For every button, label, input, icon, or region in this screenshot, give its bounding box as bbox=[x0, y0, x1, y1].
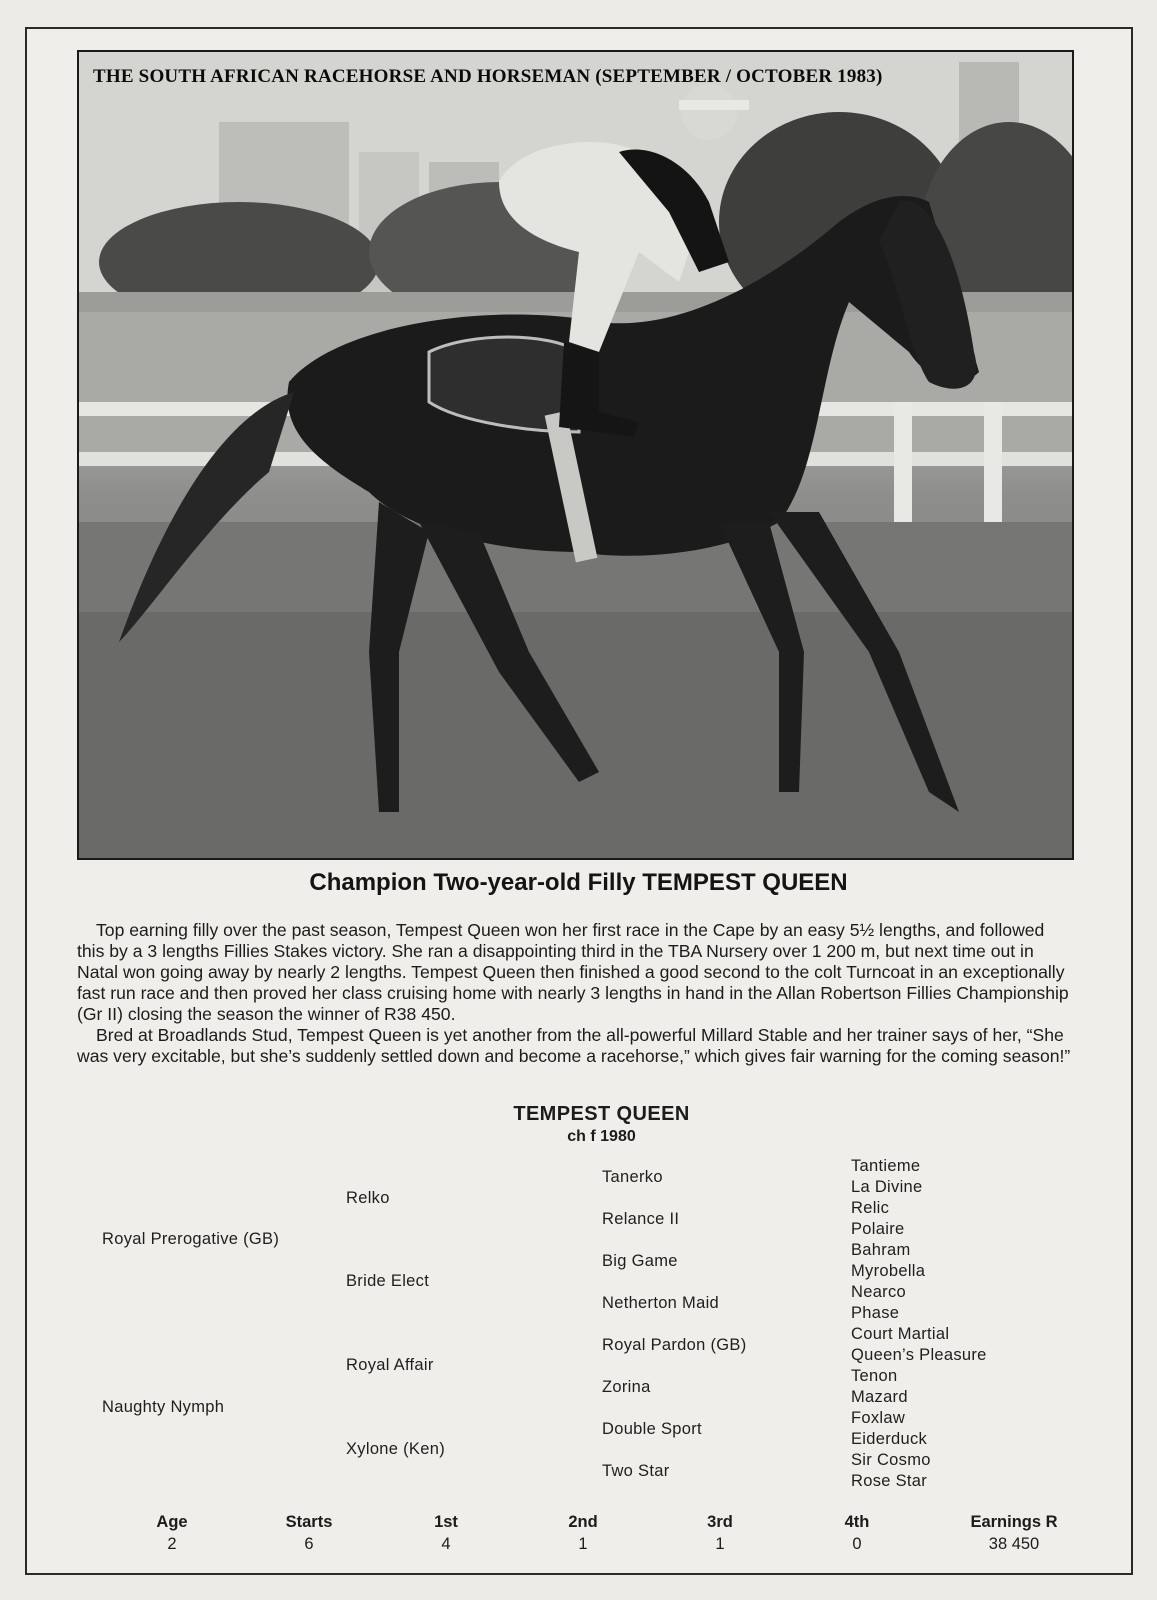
record-value: 0 bbox=[852, 1535, 862, 1553]
pedigree-gen2-item: Royal Affair bbox=[346, 1356, 434, 1374]
record-starts bbox=[249, 1513, 369, 1554]
record-header: 2nd bbox=[568, 1513, 598, 1531]
pedigree-gen4-item: Foxlaw bbox=[851, 1409, 906, 1427]
magazine-source-line: THE SOUTH AFRICAN RACEHORSE AND HORSEMAN (SEPTEMBER / OCTOBER 1983) bbox=[93, 66, 883, 87]
record-second bbox=[523, 1513, 643, 1554]
pedigree-gen4-item: Bahram bbox=[851, 1241, 911, 1259]
pedigree-gen4-item: Phase bbox=[851, 1304, 900, 1322]
horse-and-jockey-image bbox=[79, 52, 1074, 860]
record-value: 2 bbox=[167, 1535, 177, 1553]
pedigree-gen4-item: Myrobella bbox=[851, 1262, 926, 1280]
record-value: 4 bbox=[441, 1535, 451, 1553]
article-headline: Champion Two-year-old Filly TEMPEST QUEEN bbox=[309, 869, 848, 896]
pedigree-gen3-item: Two Star bbox=[602, 1462, 670, 1480]
pedigree-sire: Royal Prerogative (GB) bbox=[102, 1230, 280, 1248]
pedigree-gen3-item: Double Sport bbox=[602, 1420, 702, 1438]
article-body bbox=[77, 920, 1075, 1067]
record-fourth bbox=[797, 1513, 917, 1554]
pedigree-gen3-item: Netherton Maid bbox=[602, 1294, 720, 1312]
record-header: 1st bbox=[434, 1513, 458, 1531]
record-first bbox=[386, 1513, 506, 1554]
record-header: Starts bbox=[285, 1513, 333, 1531]
pedigree-gen4-item: La Divine bbox=[851, 1178, 923, 1196]
pedigree-gen3-item: Big Game bbox=[602, 1252, 678, 1270]
record-earnings bbox=[954, 1513, 1074, 1554]
pedigree-gen2-item: Xylone (Ken) bbox=[346, 1440, 445, 1458]
pedigree-gen4-item: Eiderduck bbox=[851, 1430, 928, 1448]
pedigree-gen2-item: Bride Elect bbox=[346, 1272, 430, 1290]
record-value: 38 450 bbox=[988, 1535, 1040, 1553]
record-value: 1 bbox=[578, 1535, 588, 1553]
record-header: Age bbox=[156, 1513, 188, 1531]
pedigree-gen4-item: Court Martial bbox=[851, 1325, 950, 1343]
pedigree-gen4-item: Polaire bbox=[851, 1220, 905, 1238]
pedigree-gen2-item: Relko bbox=[346, 1189, 390, 1207]
pedigree-gen3-item: Tanerko bbox=[602, 1168, 663, 1186]
record-value: 1 bbox=[715, 1535, 725, 1553]
article-paragraph-2: Bred at Broadlands Stud, Tempest Queen is yet another from the all-powerful Millard Stable and her trainer says of her, “She was very excitable, but she’s suddenly settled down and become a racehorse,” which gives fair warning for the coming season!” bbox=[77, 1025, 1071, 1066]
article-paragraph-1: Top earning filly over the past season, Tempest Queen won her first race in the Cape by an easy 5½ lengths, and followed this by a 3 lengths Fillies Stakes victory. She ran a disappointing third in the TBA Nursery over 1 200 m, but next time out in Natal won going away by nearly 2 lengths. Tempest Queen then finished a good second to the colt Turncoat in an exceptionally fast run race and then proved her class cruising home with nearly 3 lengths in hand in the Allan Robertson Fillies Championship (Gr II) closing the season the winner of R38 450. bbox=[77, 920, 1069, 1024]
pedigree-gen4-item: Mazard bbox=[851, 1388, 908, 1406]
pedigree-gen3-item: Royal Pardon (GB) bbox=[602, 1336, 747, 1354]
record-header: 3rd bbox=[707, 1513, 733, 1531]
pedigree-dam: Naughty Nymph bbox=[102, 1398, 225, 1416]
pedigree-gen3-item: Zorina bbox=[602, 1378, 651, 1396]
pedigree-gen3-item: Relance II bbox=[602, 1210, 680, 1228]
pedigree-gen4-item: Tenon bbox=[851, 1367, 898, 1385]
pedigree-gen4-item: Relic bbox=[851, 1199, 890, 1217]
record-header: Earnings R bbox=[970, 1513, 1058, 1531]
pedigree-gen4-item: Sir Cosmo bbox=[851, 1451, 931, 1469]
pedigree-gen4-item: Nearco bbox=[851, 1283, 906, 1301]
pedigree-horse-name: TEMPEST QUEEN bbox=[513, 1103, 690, 1125]
race-record-table bbox=[0, 1513, 1157, 1573]
record-third bbox=[660, 1513, 780, 1554]
racehorse-photo bbox=[77, 50, 1074, 860]
pedigree-details: ch f 1980 bbox=[567, 1128, 636, 1145]
pedigree-gen4-item: Tantieme bbox=[851, 1157, 921, 1175]
pedigree-gen4-item: Rose Star bbox=[851, 1472, 928, 1490]
record-value: 6 bbox=[304, 1535, 314, 1553]
record-header: 4th bbox=[844, 1513, 870, 1531]
pedigree-gen4-item: Queen’s Pleasure bbox=[851, 1346, 987, 1364]
record-age bbox=[112, 1513, 232, 1554]
